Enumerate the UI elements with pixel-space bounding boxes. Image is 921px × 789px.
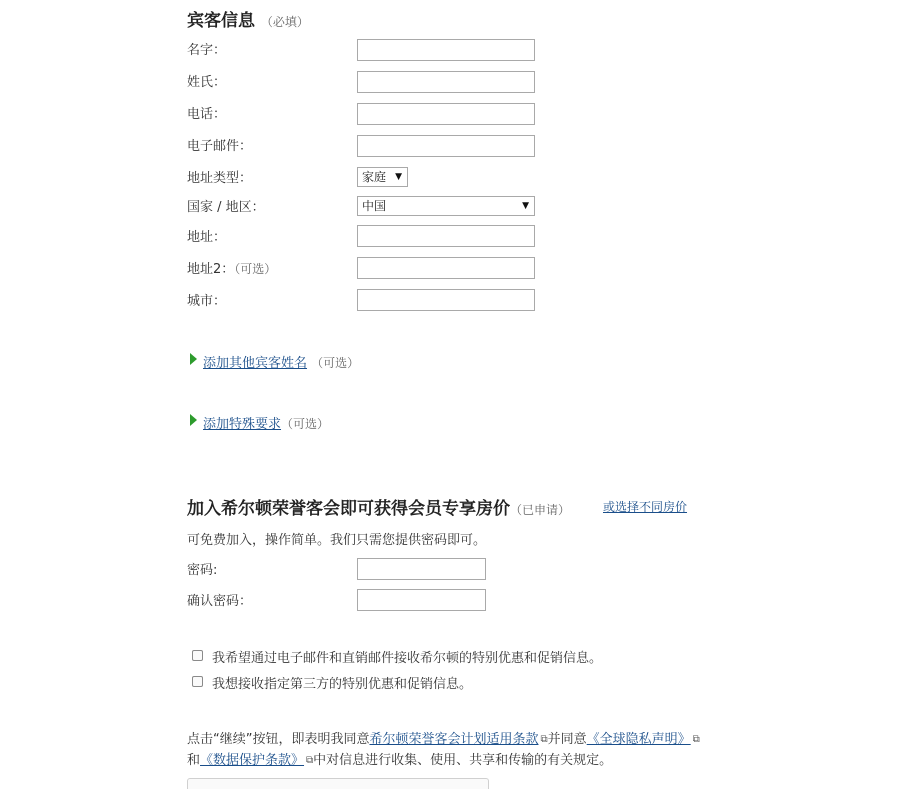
special-request-row [203, 413, 329, 432]
terms-line-1 [187, 728, 700, 747]
email-input[interactable] [357, 135, 535, 157]
address2-label-row [187, 258, 276, 277]
last-name-label: 姓氏： [187, 75, 227, 90]
membership-title: 加入希尔顿荣誉客会即可获得会员专享房价 [187, 499, 510, 519]
address2-label: 地址2： [187, 262, 235, 277]
add-other-guest-link[interactable]: 添加其他宾客姓名 [203, 356, 308, 371]
country-value: 中国 [362, 199, 387, 213]
guest-info-title: 宾客信息 [187, 11, 255, 31]
guest-info-required-note: （必填） [260, 15, 309, 29]
add-guest-optional-note: （可选） [311, 356, 360, 370]
address2-input[interactable] [357, 257, 535, 279]
email-offers-label: 我希望通过电子邮件和直销邮件接收希尔顿的特别优惠和促销信息。 [212, 651, 603, 666]
guest-info-heading [187, 6, 309, 31]
country-label: 国家 / 地区： [187, 200, 265, 215]
chevron-down-icon: ▼ [395, 172, 402, 182]
phone-label: 电话： [187, 107, 227, 122]
address-type-value: 家庭 [362, 170, 387, 184]
phone-input[interactable] [357, 103, 535, 125]
city-input[interactable] [357, 289, 535, 311]
continue-button[interactable] [187, 778, 489, 789]
special-request-optional-note: （可选） [281, 417, 330, 431]
email-label: 电子邮件： [187, 139, 253, 154]
confirm-password-label: 确认密码： [187, 594, 253, 609]
external-link-icon: ⧉ [540, 734, 548, 745]
chevron-down-icon: ▼ [522, 201, 529, 211]
address-type-label: 地址类型： [187, 171, 253, 186]
expand-arrow-icon[interactable] [190, 414, 197, 426]
membership-heading [187, 494, 570, 519]
membership-applied-note: （已申请） [510, 503, 571, 517]
confirm-password-input[interactable] [357, 589, 486, 611]
data-protection-link[interactable]: 《数据保护条款》 [200, 753, 305, 768]
password-input[interactable] [357, 558, 486, 580]
privacy-statement-link[interactable]: 《全球隐私声明》 [586, 732, 691, 747]
third-party-offers-label: 我想接收指定第三方的特别优惠和促销信息。 [212, 677, 473, 692]
first-name-input[interactable] [357, 39, 535, 61]
choose-different-rate-link[interactable]: 或选择不同房价 [603, 500, 688, 514]
email-offers-checkbox[interactable] [192, 650, 203, 661]
address2-optional-note: （可选） [234, 262, 277, 276]
address-input[interactable] [357, 225, 535, 247]
membership-description: 可免费加入，操作简单。我们只需您提供密码即可。 [187, 533, 487, 548]
add-guest-row [203, 352, 359, 371]
terms-suffix: 中对信息进行收集、使用、共享和传输的有关规定。 [313, 753, 613, 768]
country-select[interactable] [357, 196, 535, 216]
terms-prefix: 点击“继续”按钮，即表明我同意 [187, 732, 370, 747]
address-label: 地址： [187, 230, 227, 245]
last-name-input[interactable] [357, 71, 535, 93]
expand-arrow-icon[interactable] [190, 353, 197, 365]
terms-line-2 [187, 749, 612, 768]
add-special-request-link[interactable]: 添加特殊要求 [203, 417, 282, 432]
terms-and-agree: 并同意 [547, 732, 587, 747]
alt-rate-row [603, 498, 687, 515]
third-party-offers-checkbox[interactable] [192, 676, 203, 687]
first-name-label: 名字： [187, 43, 227, 58]
external-link-icon: ⧉ [692, 734, 700, 745]
password-label: 密码: [187, 563, 218, 578]
external-link-icon: ⧉ [306, 755, 314, 766]
city-label: 城市： [187, 294, 227, 309]
address-type-select[interactable] [357, 167, 408, 187]
program-terms-link[interactable]: 希尔顿荣誉客会计划适用条款 [369, 732, 539, 747]
terms-line2-prefix: 和 [187, 753, 201, 768]
